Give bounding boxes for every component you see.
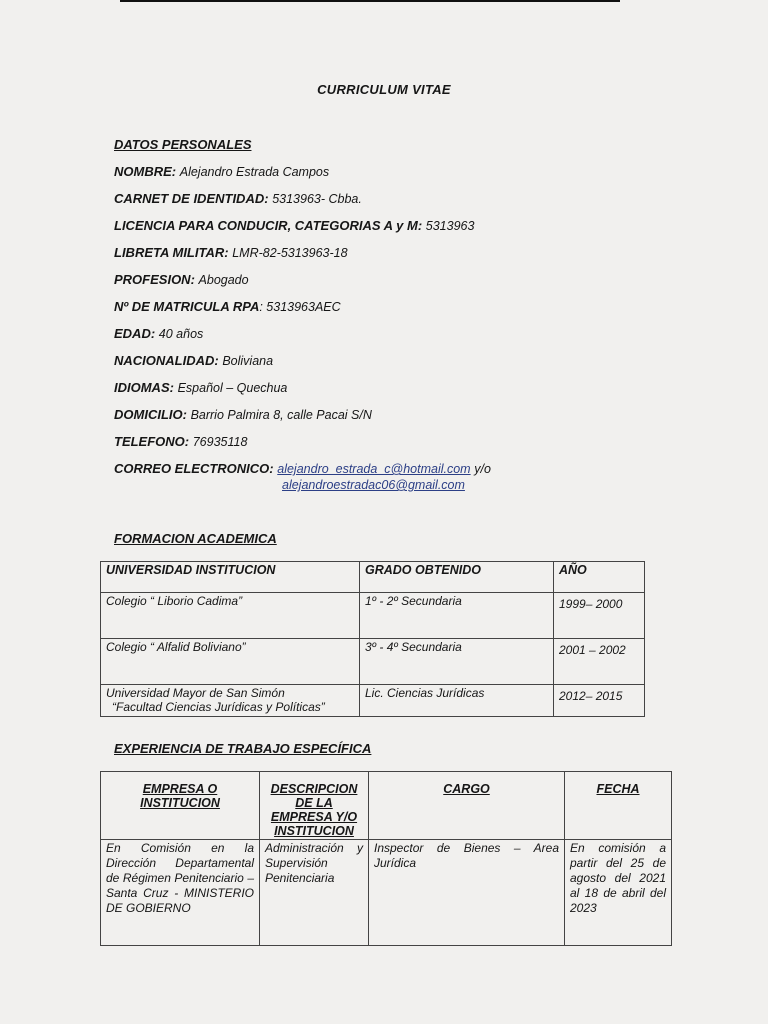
field-label: NACIONALIDAD:	[114, 353, 219, 368]
field-languages	[114, 380, 287, 395]
field-label: PROFESION:	[114, 272, 195, 287]
institution-name: Colegio “ Alfalid Boliviano”	[106, 640, 246, 654]
institution-cell	[101, 639, 360, 685]
field-value: 76935118	[192, 435, 248, 449]
table-row	[101, 639, 645, 685]
field-label: LICENCIA PARA CONDUCIR, CATEGORIAS A y M:	[114, 218, 423, 233]
field-age	[114, 326, 203, 341]
email-link-secondary[interactable]: alejandroestradac06@gmail.com	[282, 478, 465, 492]
experience-heading: EXPERIENCIA DE TRABAJO ESPECÍFICA	[114, 741, 372, 756]
document-title: CURRICULUM VITAE	[317, 82, 451, 97]
field-value: 40 años	[158, 327, 204, 341]
email-connector: y/o	[474, 462, 491, 476]
personal-data-heading: DATOS PERSONALES	[114, 137, 252, 152]
field-label: NOMBRE:	[114, 164, 177, 179]
field-value: Español – Quechua	[177, 381, 288, 395]
table-row	[101, 840, 672, 946]
academic-heading: FORMACION ACADEMICA	[114, 531, 277, 546]
institution-cell	[101, 685, 360, 717]
field-driver-license	[114, 218, 474, 233]
header-date: FECHA	[565, 772, 672, 840]
field-profession	[114, 272, 249, 287]
experience-table	[100, 771, 672, 946]
field-value: Alejandro Estrada Campos	[179, 165, 330, 179]
field-label: IDIOMAS:	[114, 380, 174, 395]
field-label: EDAD:	[114, 326, 156, 341]
field-label: DOMICILIO:	[114, 407, 187, 422]
field-label: LIBRETA MILITAR:	[114, 245, 229, 260]
degree-cell: Lic. Ciencias Jurídicas	[360, 685, 554, 717]
header-year: AÑO	[554, 562, 645, 593]
field-label: CORREO ELECTRONICO:	[114, 461, 274, 476]
degree-cell: 1º - 2º Secundaria	[360, 593, 554, 639]
field-value: 5313963- Cbba.	[272, 192, 362, 206]
header-company: EMPRESA O INSTITUCION	[101, 772, 260, 840]
year-cell: 2012– 2015	[554, 685, 645, 717]
field-name	[114, 164, 329, 179]
field-label: CARNET DE IDENTIDAD:	[114, 191, 269, 206]
year-cell: 2001 – 2002	[554, 639, 645, 685]
table-header-row	[101, 562, 645, 593]
table-row	[101, 685, 645, 717]
field-nationality	[114, 353, 273, 368]
header-description: DESCRIPCION DE LA EMPRESA Y/O INSTITUCION	[260, 772, 369, 840]
field-address	[114, 407, 372, 422]
field-label: Nº DE MATRICULA RPA	[114, 299, 260, 314]
field-registration-number	[114, 299, 341, 314]
date-cell: En comisión a partir del 25 de agosto del 2021 al 18 de abril del 2023	[565, 840, 672, 946]
field-email	[114, 461, 491, 476]
header-position: CARGO	[369, 772, 565, 840]
field-value: Barrio Palmira 8, calle Pacai S/N	[190, 408, 372, 422]
field-value: Abogado	[198, 273, 249, 287]
field-military-book	[114, 245, 348, 260]
description-cell: Administración y Supervisión Penitenciaria	[260, 840, 369, 946]
year-cell: 1999– 2000	[554, 593, 645, 639]
table-header-row	[101, 772, 672, 840]
field-phone	[114, 434, 247, 449]
email-link-primary[interactable]: alejandro_estrada_c@hotmail.com	[277, 462, 471, 476]
page-top-edge	[120, 0, 620, 2]
field-value: Boliviana	[222, 354, 274, 368]
field-value: 5313963	[425, 219, 475, 233]
table-row	[101, 593, 645, 639]
field-value: : 5313963AEC	[259, 300, 341, 314]
header-institution: UNIVERSIDAD INSTITUCION	[101, 562, 360, 593]
field-label: TELEFONO:	[114, 434, 190, 449]
field-id-card	[114, 191, 362, 206]
header-degree: GRADO OBTENIDO	[360, 562, 554, 593]
institution-name: Colegio “ Liborio Cadima”	[106, 594, 243, 608]
position-cell: Inspector de Bienes – Area Jurídica	[369, 840, 565, 946]
institution-subname: “Facultad Ciencias Jurídicas y Políticas”	[112, 700, 325, 714]
institution-cell	[101, 593, 360, 639]
academic-table	[100, 561, 645, 717]
degree-cell: 3º - 4º Secundaria	[360, 639, 554, 685]
field-value: LMR-82-5313963-18	[232, 246, 348, 260]
institution-name: Universidad Mayor de San Simón	[106, 686, 285, 700]
company-cell: En Comisión en la Dirección Departamental de Régimen Penitenciario – Santa Cruz - MINISTERIO DE GOBIERNO	[101, 840, 260, 946]
